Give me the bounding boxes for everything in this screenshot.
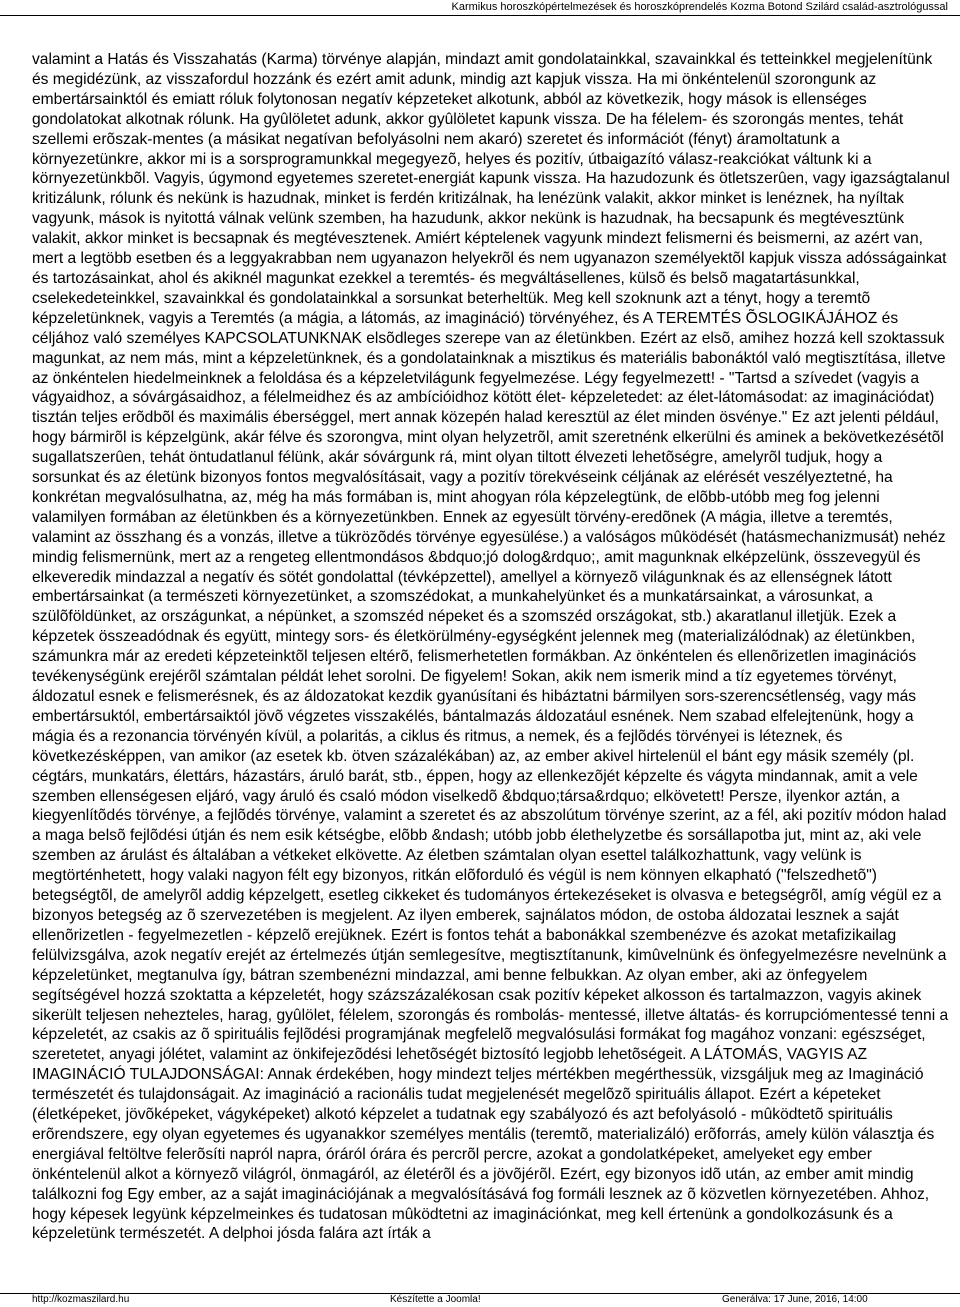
body-text: valamint a Hatás és Visszahatás (Karma) törvénye alapján, mindazt amit gondolatainkkal, szavainkkal és tetteinkkel megjelenítünk és megidézünk, az visszafordul hozzánk és ezért amit adunk, mindig azt kapjuk vissza. Ha mi önkéntelenül szorongunk az embertársainktól és emiatt róluk folytonosan negatív képzeteket alkotunk, abból az következik, hogy mások is ellenséges gondolatokat alkotnak rólunk. Ha gyûlöletet adunk, akkor gyûlöletet kapunk vissza. De ha félelem- és szorongás mentes, tehát szellemi erõszak-mentes (a másikat negatívan befolyásolni nem akaró) szeretet és információt (fényt) áramoltatunk a környezetünkre, akkor mi is a sorsprogramunkkal megegyezõ, helyes és pozitív, útbaigazító válasz-reakciókat váltunk ki a környezetünkbõl. Vagyis, úgymond egyetemes szeretet-energiát kapunk vissza. Ha hazudozunk és ötletszerûen, vagy igazságtalanul kritizálunk, rólunk és nekünk is hazudnak, minket is ferdén kritizálnak, ha lenézünk valakit, akkor minket is lenéznek, ha nyíltak vagyunk, mások is nyitottá válnak velünk szemben, ha hazudunk, akkor nekünk is hazudnak, ha becsapunk és megtévesztünk valakit, akkor minket is becsapnak és megtévesztenek. Amiért képtelenek vagyunk mindezt felismerni és beismerni, az azért van, mert a legtöbb esetben és a leggyakrabban nem ugyanazon helyekrõl és nem ugyanazon személyektõl kapjuk vissza adósságainkat és tartozásainkat, ahol és akiknél magunkat ezekkel a teremtés- és megváltásellenes, külsõ és belsõ magatartásunkkal, cselekedeteinkkel, szavainkkal és gondolatainkkal a sorsunkat beterheltük. Meg kell szoknunk azt a tényt, hogy a teremtõ képzeletünknek, vagyis a Teremtés (a mágia, a látomás, az imagináció) törvényéhez, és A TEREMTÉS ÕSLOGIKÁJÁHOZ és céljához való személyes KAPCSOLATUNKNAK elsõdleges szerepe van az életünkben. Ezért az elsõ, amihez hozzá kell szoktassuk magunkat, az nem más, mint a képzeletünknek, és a gondolatainknak a misztikus és materiális babonáktól való megtisztítása, illetve az önkéntelen hiedelmeinknek a feloldása és a képzeletvilágunk fegyelmezése. Légy fegyelmezett! - "Tartsd a szívedet (vagyis a vágyaidhoz, a sóvárgásaidhoz, a félelmeidhez és az ambícióidhoz kötött élet- képzeletedet: az élet-látomásodat: az imaginációdat) tisztán teljes erõdbõl és maximális éberséggel, mert annak közepén halad keresztül az élet minden ösvénye." Ez azt jelenti például, hogy bármirõl is képzelgünk, akár félve és szorongva, mint olyan helyzetrõl, amit szeretnénk elkerülni és aminek a bekövetkezésétõl sugallatszerûen, tehát öntudatlanul félünk, akár sóvárgunk rá, mint olyan tiltott élvezeti lehetõségre, amelyrõl tudjuk, hogy a sorsunkat és az életünk bizonyos fontos megvalósításait, vagy a pozitív törekvéseink céljának az elérését veszélyeztetné, ha konkrétan megvalósulhatna, az, még ha más formában is, mint ahogyan róla képzelegtünk, de elõbb-utóbb meg fog jelenni valamilyen formában az életünkben és a környezetünkben. Ennek az egyesült törvény-eredõnek (A mágia, illetve a teremtés, valamint az összhang és a vonzás, illetve a tükrözõdés törvénye egyesülése.) a valóságos mûködését (hatásmechanizmusát) nehéz mindig felismernünk, mert az a rengeteg ellentmondásos &bdquo;jó dolog&rdquo;, amit magunknak elképzelünk, összevegyül és elkeveredik mindazzal a negatív és sötét gondolattal (tévképzettel), amellyel a környezõ világunknak és az ellenségnek látott embertársainkat (a természeti környezetünket, a szomszédokat, a munkahelyünket és a munkatársainkat, a városunkat, a szülõföldünket, az országunkat, a népünket, a szomszéd népeket és a szomszéd országokat, stb.) akaratlanul illetjük. Ezek a képzetek összeadódnak és együtt, mintegy sors- és életkörülmény-egységként jelennek meg (materializálódnak) az életünkben, számunkra már az eredeti képzeteinktõl teljesen eltérõ, felismerhetetlen formákban. Az önkéntelen és ellenõrizetlen imaginációs tevékenységünk erejérõl számtalan példát lehet sorolni. De figyelem! Sokan, akik nem ismerik mind a tíz egyetemes törvényt, áldozatul esnek e felismerésnek, és az áldozatokat kezdik gyanúsítani és hibáztatni bármilyen sors-szerencsétlenség, vagy más embertársuktól, embertársaiktól jövõ végzetes visszakélés, bántalmazás áldozatául esnének. Nem szabad elfelejtenünk, hogy a mágia és a rezonancia törvényén kívül, a polaritás, a ciklus és ritmus, a nemek, és a fejlõdés törvényei is léteznek, és következésképpen, van amikor (az esetek kb. ötven százalékában) az, az ember akivel hirtelenül el bánt egy másik személy (pl. cégtárs, munkatárs, élettárs, házastárs, áruló barát, stb., éppen, hogy az ellenkezõjét képzelte és vágyta mindannak, amit a vele szemben ellenségesen eljáró, vagy áruló és csaló módon viselkedõ &bdquo;társa&rdquo; elkövetett! Persze, ilyenkor aztán, a kiegyenlítõdés törvénye, a fejlõdés törvénye, valamint a szeretet és az abszolútum törvénye szerint, az a fél, aki pozitív módon halad a maga belsõ fejlõdési útján és nem esik kétségbe, elõbb &ndash; utóbb jobb élethelyzetbe és sorsállapotba jut, mint az, aki vele szemben az árulást és általában a vétkeket elkövette. Az életben számtalan olyan esettel találkozhattunk, vagy velünk is megtörténhetett, hogy valaki nagyon félt egy bizonyos, ritkán elõforduló és végül is nem könnyen elkapható ("felszedhetõ") betegségtõl, de amelyrõl addig képzelgett, esetleg cikkeket és tudományos értekezéseket is olvasva e betegségrõl, amíg végül ez a bizonyos betegség az õ szervezetében is megjelent. Az ilyen emberek, sajnálatos módon, de ostoba áldozatai lesznek a saját ellenõrizetlen - fegyelmezetlen - képzelõ erejüknek. Ezért is fontos tehát a babonákkal szembenézve és azokat metafizikailag felülvizsgálva, azok negatív erejét az értelmezés útján semlegesítve, megtisztítanunk, kimûvelnünk és önfegyelmezésre nevelnünk a képzeletünket, megtanulva így, bátran szembenézni mindazzal, ami benne felbukkan. Az olyan ember, aki az önfegyelem segítségével hozzá szoktatta a képzeletét, hogy százszázalékosan csak pozitív képeket alkosson és tartalmazzon, vagyis akinek sikerült teljesen nehezteles, harag, gyûlölet, félelem, szorongás és rombolás- mentessé, illetve áltatás- és korrupciómentessé tenni a képzeletét, az csakis az õ spirituális fejlõdési programjának megfelelõ megvalósulási formákat fog magához vonzani: egészséget, szeretetet, anyagi jólétet, valamint az önkifejezõdési lehetõségét biztosító legjobb lehetõségeit. A LÁTOMÁS, VAGYIS AZ IMAGINÁCIÓ TULAJDONSÁGAI: Annak érdekében, hogy mindezt teljes mértékben megérthessük, vizsgáljuk meg az Imagináció természetét és tulajdonságait. Az imagináció a racionális tudat megjelenését megelõzõ spirituális állapot. Ezért a képeteket (életképeket, jövõképeket, vágyképeket) alkotó képzelet a tudatnak egy szabályozó és azt befolyásoló - mûködtetõ spirituális erõrendszere, egy olyan egyetemes és ugyanakkor személyes mentális (teremtõ, materializáló) erõforrás, amely külön választja és energiával feltöltve felerõsíti napról napra, óráról órára és percrõl percre, azokat a gondolatképeket, amelyeket egy ember önkéntelenül alkot a környezõ világról, önmagáról, az életérõl és a jövõjérõl. Ezért, egy bizonyos idõ után, az ember amit mindig találkozni fog Egy ember, az a saját imaginációjának a megvalósításává fog formáli lesznek az õ közvetlen környezetében. Ahhoz, hogy képesek legyünk képzelmeinkes és tudatosan mûködtetni az imaginációnkat, meg kell értenünk a gondolkozásunk és a képzeletünk természetét. A delphoi jósda falára azt írták a xyxy=(32,51,950,1243)
article-body xyxy=(32,50,950,1244)
footer-generated: Generálva: 17 June, 2016, 14:00 xyxy=(722,1294,868,1305)
footer-credit: Készítette a Joomla! xyxy=(390,1294,481,1305)
page-footer xyxy=(0,1294,960,1307)
header-rule xyxy=(0,15,960,16)
footer-url-link[interactable]: http://kozmaszilard.hu xyxy=(32,1294,130,1305)
header-title: Karmikus horoszkópértelmezések és horoszkóprendelés Kozma Botond Szilárd család-asztrológussal xyxy=(451,1,948,13)
